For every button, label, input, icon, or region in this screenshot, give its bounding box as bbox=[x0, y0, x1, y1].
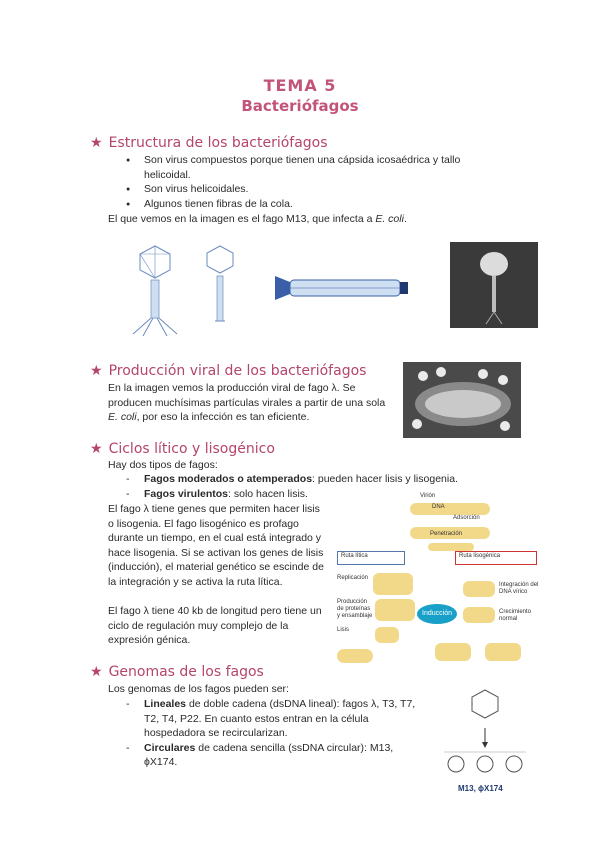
section-heading-estructura: ★ Estructura de los bacteriófagos bbox=[90, 135, 328, 151]
list-item: - Circulares de cadena sencilla (ssDNA circular): M13, ϕX174. bbox=[144, 741, 418, 770]
cell-bottom-2 bbox=[485, 643, 521, 661]
section-heading-ciclos: ★ Ciclos lítico y lisogénico bbox=[90, 441, 275, 457]
label-ruta-litica: Ruta lítica bbox=[341, 553, 368, 559]
cell-produccion bbox=[375, 599, 415, 621]
cycles-paragraph-2: El fago λ tiene 40 kb de longitud pero tiene un ciclo de regulación muy complejo de la expresión génica. bbox=[108, 605, 322, 646]
section-heading-produccion: ★ Producción viral de los bacteriófagos bbox=[90, 363, 367, 379]
cell-crecimiento bbox=[463, 607, 495, 623]
cell-bottom-1 bbox=[435, 643, 471, 661]
page-subtitle: Bacteriófagos bbox=[241, 97, 359, 115]
cell-lisis bbox=[375, 627, 399, 643]
star-icon: ★ bbox=[90, 363, 103, 379]
label-lisis: Lisis bbox=[337, 627, 350, 633]
lytic-lysogenic-diagram bbox=[335, 493, 545, 673]
cycles-paragraph-1: El fago λ tiene genes que permiten hacer lisis o lisogenia. El fago lisogénico es profago durante un tiempo, en el cual está integrado y hace lisogenia. Si se activan los genes de lisis (inducción), el material genético se escinde de la integración y se activa la ruta lítica. bbox=[108, 503, 324, 588]
label-induccion: Inducción bbox=[417, 604, 457, 624]
label-penetracion: Penetración bbox=[430, 531, 463, 537]
m13-diagram bbox=[270, 268, 430, 308]
list-item: - Lineales de doble cadena (dsDNA lineal): fagos λ, T3, T7, T2, T4, P22. En cuanto estos entran en la célula hospedadora se recircularizan. bbox=[144, 697, 418, 741]
cell-after-penetracion bbox=[428, 543, 474, 551]
phage-structure-diagram bbox=[115, 238, 265, 338]
structure-caption: El que vemos en la imagen es el fago M13, que infecta a E. coli. bbox=[108, 213, 407, 225]
cycles-intro: Hay dos tipos de fagos: bbox=[108, 459, 218, 471]
phage-micrograph bbox=[450, 242, 538, 328]
list-item: - Fagos moderados o atemperados: pueden hacer lisis y lisogenia. bbox=[144, 472, 524, 487]
figure-caption: M13, ϕX174 bbox=[458, 784, 503, 793]
label-integracion: Integración del DNA vírico bbox=[499, 582, 539, 595]
label-produccion: Producción de proteínas y ensamblaje bbox=[337, 599, 373, 619]
star-icon: ★ bbox=[90, 441, 103, 457]
genomes-intro: Los genomas de los fagos pueden ser: bbox=[108, 683, 289, 695]
list-item: ● Algunos tienen fibras de la cola. bbox=[144, 197, 464, 212]
label-dna: DNA bbox=[432, 504, 445, 510]
list-item: ● Son virus compuestos porque tienen una cápsida icosaédrica y tallo helicoidal. bbox=[144, 153, 464, 182]
star-icon: ★ bbox=[90, 664, 103, 680]
cell-integracion bbox=[463, 581, 495, 597]
label-virion: Virión bbox=[420, 493, 436, 499]
label-replicacion: Replicación bbox=[337, 575, 369, 581]
label-adsorcion: Adsorción bbox=[453, 515, 480, 521]
list-item: - Fagos virulentos: solo hacen lisis. bbox=[144, 487, 524, 502]
structure-bullets bbox=[144, 153, 464, 211]
genomes-types bbox=[144, 697, 418, 770]
production-text: En la imagen vemos la producción viral de fago λ. Se producen muchísimas partículas virales a partir de una sola E. coli, por eso la infección es tan eficiente. bbox=[108, 382, 386, 423]
viral-production-micrograph bbox=[403, 362, 521, 438]
circular-genome-figure bbox=[440, 686, 530, 778]
page-title: TEMA 5 bbox=[263, 76, 337, 95]
label-crecimiento: Crecimiento normal bbox=[499, 609, 532, 622]
cell-free-phages bbox=[337, 649, 373, 663]
list-item: ● Son virus helicoidales. bbox=[144, 182, 464, 197]
section-heading-genomas: ★ Genomas de los fagos bbox=[90, 664, 264, 680]
label-ruta-lisogenica: Ruta lisogénica bbox=[459, 553, 501, 559]
cell-adsorcion bbox=[410, 503, 490, 515]
star-icon: ★ bbox=[90, 135, 103, 151]
cell-replicacion bbox=[373, 573, 413, 595]
